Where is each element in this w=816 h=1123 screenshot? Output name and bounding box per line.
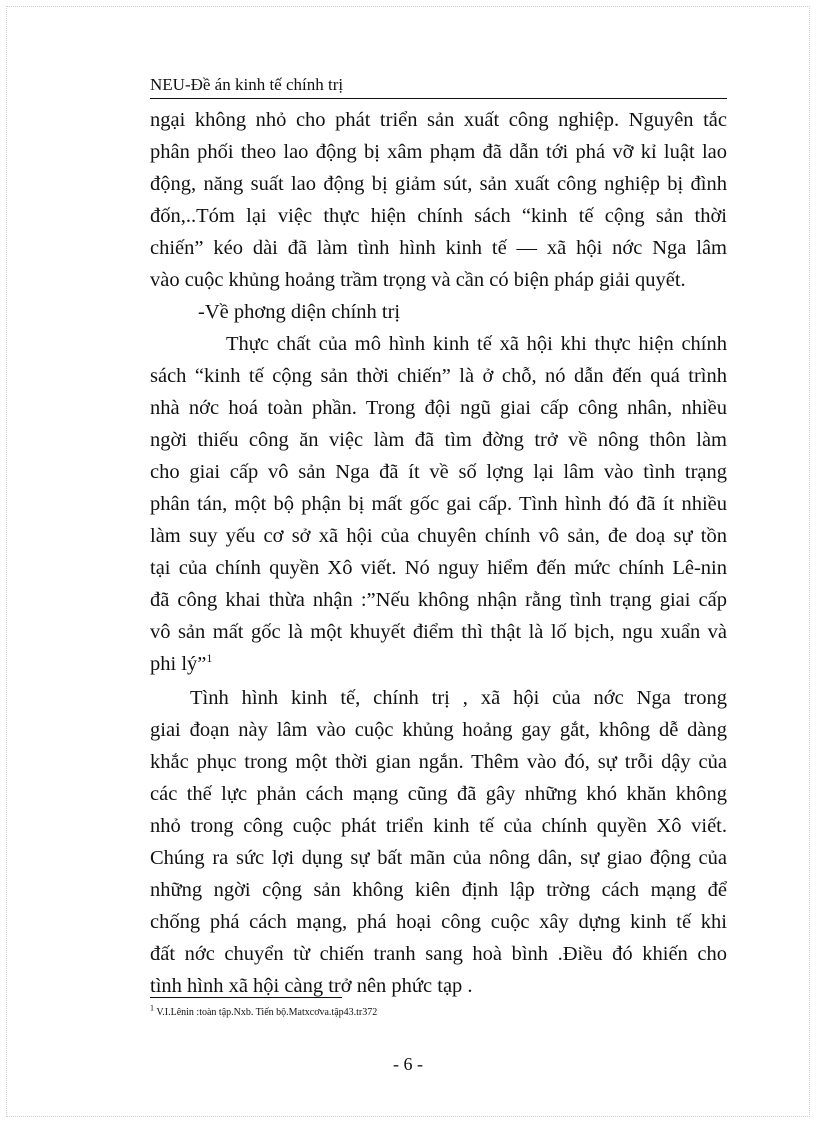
text-line: khắc phục trong một thời gian ngắn. Thêm vào đó, sự trỗi dậy của — [150, 751, 727, 773]
text-line: cho giai cấp vô sản Nga đã ít về số lợng lại lâm vào tình trạng — [150, 461, 727, 483]
paragraph — [150, 104, 727, 296]
text-line: đã công khai thừa nhận :”Nếu không nhận rằng tình trạng giai cấp — [150, 589, 727, 611]
text-line: những ngời cộng sản không kiên định lập trờng cách mạng để — [150, 879, 727, 901]
text-line: đốn,..Tóm lại việc thực hiện chính sách “kinh tế cộng sản thời — [150, 205, 727, 227]
text-line: đất nớc chuyển từ chiến tranh sang hoà bình .Điều đó khiến cho — [150, 943, 727, 965]
text-line: động, năng suất lao động bị giảm sút, sản xuất công nghiệp bị đình — [150, 173, 727, 195]
text-line: nhà nớc hoá toàn phần. Trong đội ngũ giai cấp công nhân, nhiều — [150, 397, 727, 419]
footnote-reference: 1 — [206, 651, 213, 666]
body-text — [150, 104, 727, 1002]
paragraph — [150, 682, 727, 1002]
text-line: -Về phơng diện chính trị — [198, 301, 401, 323]
text-line: Chúng ra sức lợi dụng sự bất mãn của nông dân, sự giao động của — [150, 847, 727, 869]
text-line: tình hình xã hội càng trở nên phức tạp . — [150, 975, 473, 997]
text-line: ngời thiếu công ăn việc làm đã tìm đờng trở về nông thôn làm — [150, 429, 727, 451]
paragraph — [150, 328, 727, 680]
running-header: NEU-Đề án kinh tế chính trị — [150, 74, 727, 99]
text-line: làm suy yếu cơ sở xã hội của chuyên chính vô sản, đe doạ sự tồn — [150, 525, 727, 547]
text-line: phân tán, một bộ phận bị mất gốc gai cấp. Tình hình đó đã ít nhiều — [150, 493, 727, 515]
text-line: vào cuộc khủng hoảng trầm trọng và cần có biện pháp giải quyết. — [150, 269, 686, 291]
page-number: - 6 - — [393, 1054, 423, 1074]
footnote-separator — [150, 997, 342, 998]
text-line: ngại không nhỏ cho phát triển sản xuất công nghiệp. Nguyên tắc — [150, 109, 727, 131]
paragraph — [150, 296, 727, 328]
text-line: tại của chính quyền Xô viết. Nó nguy hiểm đến mức chính Lê-nin — [150, 557, 727, 579]
text-line: chống phá cách mạng, phá hoại công cuộc xây dựng kinh tế khi — [150, 911, 727, 933]
text-line: sách “kinh tế cộng sản thời chiến” là ở chỗ, nó dẫn đến quá trình — [150, 365, 727, 387]
footnote — [150, 1003, 727, 1020]
footnote-marker: 1 — [150, 1003, 154, 1013]
text-line: nhỏ trong công cuộc phát triển kinh tế của chính quyền Xô viết. — [150, 815, 727, 837]
text-line: chiến” kéo dài đã làm tình hình kinh tế — xã hội nớc Nga lâm — [150, 237, 727, 259]
text-line: phân phối theo lao động bị xâm phạm đã dẫn tới phá vỡ kỉ luật lao — [150, 141, 727, 163]
text-line: Thực chất của mô hình kinh tế xã hội khi thực hiện chính — [226, 333, 727, 355]
footnote-text: V.I.Lênin :toàn tập.Nxb. Tiến bộ.Matxcơva.tập43.tr372 — [156, 1007, 378, 1018]
text-line: vô sản mất gốc là một khuyết điểm thì thật là lố bịch, ngu xuẩn và — [150, 621, 727, 643]
text-line: các thế lực phản cách mạng cũng đã gây những khó khăn không — [150, 783, 727, 805]
text-line: giai đoạn này lâm vào cuộc khủng hoảng gay gắt, không dễ dàng — [150, 719, 727, 741]
text-line: phi lý”$^1$ — [150, 651, 213, 675]
text-line: Tình hình kinh tế, chính trị , xã hội của nớc Nga trong — [190, 687, 727, 709]
